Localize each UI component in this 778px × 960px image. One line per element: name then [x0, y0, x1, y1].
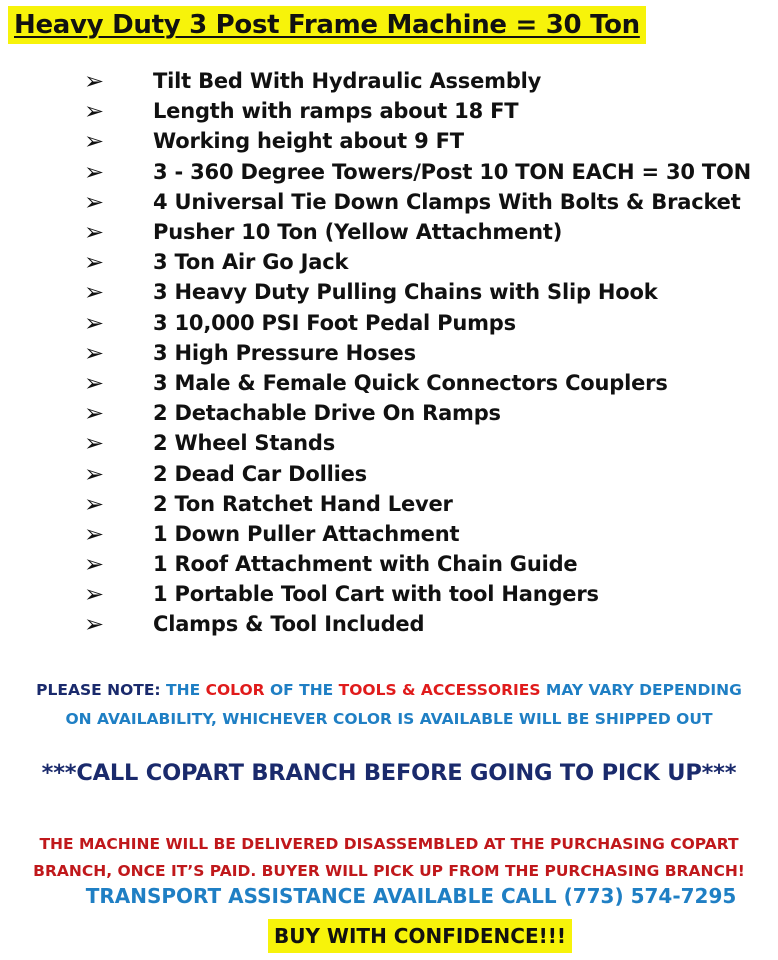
note-text: MAY VARY DEPENDING	[540, 681, 742, 699]
please-note-block	[0, 676, 778, 734]
list-item	[84, 519, 751, 549]
list-item	[84, 187, 751, 217]
arrow-bullet-icon: ➢	[84, 399, 105, 428]
feature-text: Tilt Bed With Hydraulic Assembly	[153, 69, 542, 94]
arrow-bullet-icon: ➢	[84, 550, 105, 579]
list-item	[84, 66, 751, 96]
note-line-2: ON AVAILABILITY, WHICHEVER COLOR IS AVAILABLE WILL BE SHIPPED OUT	[65, 710, 713, 728]
arrow-bullet-icon: ➢	[84, 519, 105, 548]
arrow-bullet-icon: ➢	[84, 127, 105, 156]
list-item	[84, 338, 751, 368]
note-highlight-tools: TOOLS & ACCESSORIES	[338, 681, 541, 699]
feature-text: 2 Wheel Stands	[153, 431, 336, 456]
feature-text: 2 Dead Car Dollies	[153, 461, 367, 486]
feature-text: 2 Ton Ratchet Hand Lever	[153, 491, 453, 516]
arrow-bullet-icon: ➢	[84, 580, 105, 609]
note-line-1	[0, 676, 778, 705]
feature-text: Length with ramps about 18 FT	[153, 99, 519, 124]
feature-text: 3 High Pressure Hoses	[153, 340, 416, 365]
feature-text: Pusher 10 Ton (Yellow Attachment)	[153, 220, 563, 245]
arrow-bullet-icon: ➢	[84, 308, 105, 337]
list-item	[84, 277, 751, 307]
list-item	[84, 368, 751, 398]
feature-text: Working height about 9 FT	[153, 129, 464, 154]
arrow-bullet-icon: ➢	[84, 338, 105, 367]
list-item	[84, 247, 751, 277]
transport-assistance: TRANSPORT ASSISTANCE AVAILABLE CALL (773) 574-7295	[85, 884, 737, 908]
feature-text: 1 Roof Attachment with Chain Guide	[153, 552, 578, 577]
note-text: THE	[160, 681, 206, 699]
feature-list	[84, 66, 751, 640]
confidence-highlight	[268, 919, 572, 953]
arrow-bullet-icon: ➢	[84, 218, 105, 247]
list-item	[84, 458, 751, 488]
feature-text: 2 Detachable Drive On Ramps	[153, 401, 501, 426]
delivery-line-1: THE MACHINE WILL BE DELIVERED DISASSEMBLED AT THE PURCHASING COPART	[39, 835, 739, 853]
arrow-bullet-icon: ➢	[84, 610, 105, 639]
arrow-bullet-icon: ➢	[84, 157, 105, 186]
delivery-notice	[0, 831, 778, 885]
list-item	[84, 398, 751, 428]
list-item	[84, 157, 751, 187]
feature-text: 3 Heavy Duty Pulling Chains with Slip Hook	[153, 280, 658, 305]
list-item	[84, 217, 751, 247]
arrow-bullet-icon: ➢	[84, 67, 105, 96]
arrow-bullet-icon: ➢	[84, 459, 105, 488]
feature-text: 3 10,000 PSI Foot Pedal Pumps	[153, 310, 516, 335]
page-title: Heavy Duty 3 Post Frame Machine = 30 Ton	[14, 10, 640, 40]
feature-text: 3 Ton Air Go Jack	[153, 250, 349, 275]
list-item	[84, 308, 751, 338]
arrow-bullet-icon: ➢	[84, 368, 105, 397]
note-label: PLEASE NOTE:	[36, 681, 161, 699]
list-item	[84, 428, 751, 458]
list-item	[84, 489, 751, 519]
arrow-bullet-icon: ➢	[84, 278, 105, 307]
arrow-bullet-icon: ➢	[84, 248, 105, 277]
note-text: OF THE	[264, 681, 339, 699]
list-item	[84, 549, 751, 579]
list-item	[84, 579, 751, 609]
list-item	[84, 96, 751, 126]
arrow-bullet-icon: ➢	[84, 187, 105, 216]
confidence-text: BUY WITH CONFIDENCE!!!	[274, 924, 567, 948]
arrow-bullet-icon: ➢	[84, 429, 105, 458]
feature-text: 3 Male & Female Quick Connectors Couplers	[153, 370, 668, 395]
feature-text: 4 Universal Tie Down Clamps With Bolts & Bracket	[153, 189, 741, 214]
arrow-bullet-icon: ➢	[84, 97, 105, 126]
list-item	[84, 609, 751, 639]
arrow-bullet-icon: ➢	[84, 489, 105, 518]
feature-text: 1 Down Puller Attachment	[153, 521, 460, 546]
list-item	[84, 126, 751, 156]
feature-text: 3 - 360 Degree Towers/Post 10 TON EACH = 30 TON	[153, 159, 752, 184]
call-branch-notice: ***CALL COPART BRANCH BEFORE GOING TO PICK UP***	[41, 760, 737, 786]
note-highlight-color: COLOR	[205, 681, 265, 699]
delivery-line-2: BRANCH, ONCE IT’S PAID. BUYER WILL PICK UP FROM THE PURCHASING BRANCH!	[33, 862, 745, 880]
feature-text: 1 Portable Tool Cart with tool Hangers	[153, 582, 599, 607]
feature-text: Clamps & Tool Included	[153, 612, 425, 637]
title-highlight	[8, 6, 646, 44]
